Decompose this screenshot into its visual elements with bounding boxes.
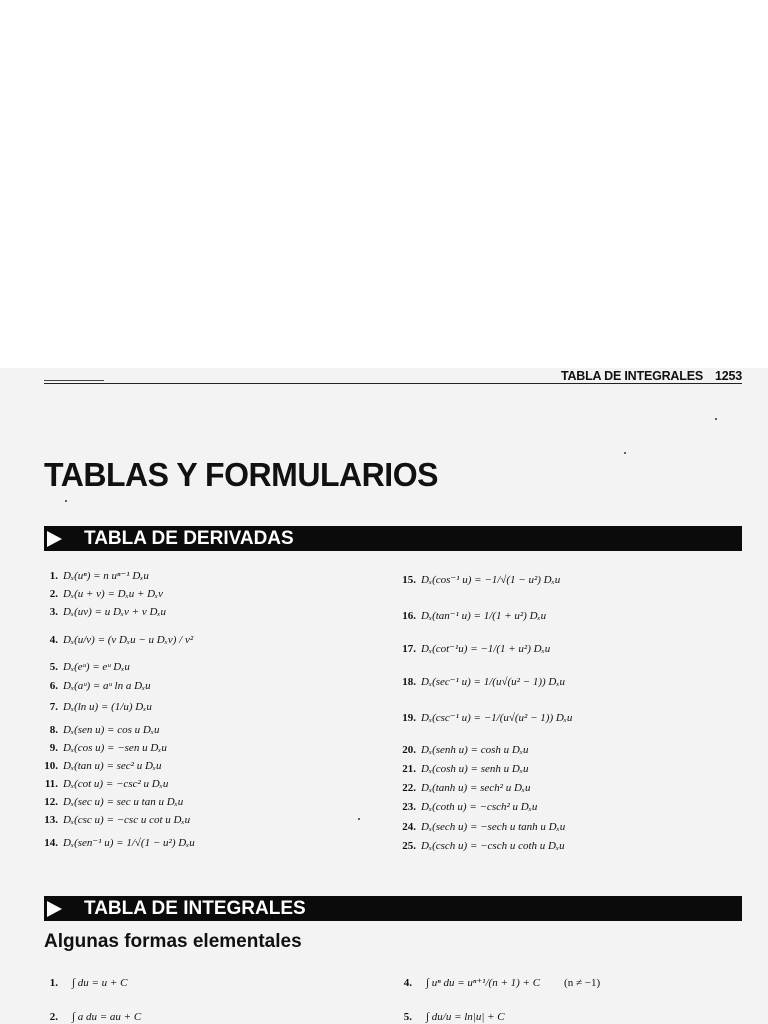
derivative-formula-16 (398, 609, 546, 623)
formula-number: 1. (49, 570, 58, 582)
integrals-band-title: TABLA DE INTEGRALES (84, 897, 306, 919)
formula-expression: Dₓ(u + v) = Dₓu + Dₓv (63, 588, 164, 600)
derivative-formula-14 (44, 836, 195, 850)
arrow-right-icon (47, 901, 62, 917)
derivative-formula-13 (44, 813, 190, 827)
formula-number: 2. (49, 1011, 58, 1023)
derivative-formula-9 (44, 741, 167, 755)
formula-expression: Dₓ(csc u) = −csc u cot u Dₓu (63, 814, 191, 826)
derivative-formula-22 (398, 781, 531, 795)
formula-number: 18. (402, 676, 416, 688)
derivative-formula-7 (44, 700, 152, 714)
derivatives-band-title: TABLA DE DERIVADAS (84, 527, 294, 549)
formula-expression: Dₓ(tan u) = sec² u Dₓu (63, 760, 162, 772)
derivative-formula-10 (44, 759, 162, 773)
formula-expression: Dₓ(sen u) = cos u Dₓu (63, 724, 160, 736)
derivative-formula-11 (44, 777, 168, 791)
derivative-formula-6 (44, 679, 151, 693)
formula-number: 16. (402, 610, 416, 622)
speck (358, 818, 360, 820)
formula-number: 9. (49, 742, 58, 754)
formula-number: 5. (403, 1011, 412, 1023)
formula-expression: ∫ du = u + C (72, 977, 128, 989)
formula-number: 6. (49, 680, 58, 692)
speck (624, 452, 626, 454)
derivatives-band (44, 526, 742, 551)
derivative-formula-23 (398, 800, 537, 814)
formula-condition: (n ≠ −1) (564, 977, 601, 989)
formula-expression: Dₓ(cosh u) = senh u Dₓu (421, 763, 529, 775)
speck (65, 500, 67, 502)
formula-expression: Dₓ(cos⁻¹ u) = −1/√(1 − u²) Dₓu (421, 574, 561, 586)
formula-number: 11. (44, 778, 58, 790)
formula-number: 5. (49, 661, 58, 673)
derivative-formula-15 (398, 573, 560, 587)
formula-number: 2. (49, 588, 58, 600)
derivative-formula-25 (398, 839, 565, 853)
formula-number: 25. (402, 840, 416, 852)
formula-expression: Dₓ(tanh u) = sech² u Dₓu (421, 782, 531, 794)
formula-expression: ∫ du/u = ln|u| + C (426, 1011, 505, 1023)
formula-expression: Dₓ(cos u) = −sen u Dₓu (63, 742, 167, 754)
formula-expression: Dₓ(sech u) = −sech u tanh u Dₓu (421, 821, 566, 833)
formula-expression: Dₓ(sen⁻¹ u) = 1/√(1 − u²) Dₓu (63, 837, 195, 849)
formula-expression: Dₓ(csch u) = −csch u coth u Dₓu (421, 840, 565, 852)
formula-expression: Dₓ(aᵘ) = aᵘ ln a Dₓu (63, 680, 151, 692)
formula-number: 8. (49, 724, 58, 736)
formula-number: 14. (44, 837, 58, 849)
formula-number: 24. (402, 821, 416, 833)
speck (715, 418, 717, 420)
derivative-formula-5 (44, 660, 130, 674)
derivative-formula-8 (44, 723, 159, 737)
formula-number: 22. (402, 782, 416, 794)
running-header (561, 369, 742, 383)
derivative-formula-4 (44, 633, 193, 647)
derivative-formula-3 (44, 605, 166, 619)
formula-expression: Dₓ(cot u) = −csc² u Dₓu (63, 778, 169, 790)
page-title: TABLAS Y FORMULARIOS (44, 456, 439, 493)
formula-expression: Dₓ(senh u) = cosh u Dₓu (421, 744, 529, 756)
derivative-formula-20 (398, 743, 528, 757)
formula-number: 23. (402, 801, 416, 813)
formula-expression: Dₓ(ln u) = (1/u) Dₓu (63, 701, 152, 713)
derivative-formula-18 (398, 675, 565, 689)
integral-formula-2 (44, 1010, 141, 1024)
formula-expression: Dₓ(eᵘ) = eᵘ Dₓu (63, 661, 130, 673)
header-rule-short (44, 380, 104, 381)
integral-formula-5 (398, 1010, 505, 1024)
formula-number: 20. (402, 744, 416, 756)
arrow-right-icon (47, 531, 62, 547)
derivative-formula-2 (44, 587, 163, 601)
formula-number: 4. (49, 634, 58, 646)
formula-number: 1. (49, 977, 58, 989)
derivative-formula-19 (398, 711, 572, 725)
formula-expression: Dₓ(uⁿ) = n uⁿ⁻¹ Dₓu (63, 570, 149, 582)
header-rule (44, 383, 742, 384)
formula-expression: Dₓ(sec⁻¹ u) = 1/(u√(u² − 1)) Dₓu (421, 676, 566, 688)
formula-expression: ∫ uⁿ du = uⁿ⁺¹/(n + 1) + C (426, 977, 541, 989)
running-header-section: TABLA DE INTEGRALES (560, 369, 703, 383)
formula-expression: Dₓ(cot⁻¹u) = −1/(1 + u²) Dₓu (421, 643, 551, 655)
derivative-formula-12 (44, 795, 183, 809)
formula-expression: Dₓ(uv) = u Dₓv + v Dₓu (63, 606, 167, 618)
formula-number: 13. (44, 814, 58, 826)
formula-expression: ∫ a du = au + C (72, 1011, 142, 1023)
formula-number: 4. (403, 977, 412, 989)
formula-number: 3. (49, 606, 58, 618)
formula-number: 21. (402, 763, 416, 775)
formula-number: 15. (402, 574, 416, 586)
integral-formula-4 (398, 976, 600, 990)
formula-expression: Dₓ(coth u) = −csch² u Dₓu (421, 801, 538, 813)
formula-number: 10. (44, 760, 58, 772)
derivative-formula-24 (398, 820, 565, 834)
derivative-formula-21 (398, 762, 528, 776)
integral-formula-1 (44, 976, 127, 990)
formula-expression: Dₓ(tan⁻¹ u) = 1/(1 + u²) Dₓu (421, 610, 547, 622)
formula-expression: Dₓ(u/v) = (v Dₓu − u Dₓv) / v² (63, 634, 194, 646)
integrals-band (44, 896, 742, 921)
integrals-subtitle: Algunas formas elementales (44, 931, 302, 952)
derivative-formula-17 (398, 642, 550, 656)
derivative-formula-1 (44, 569, 149, 583)
formula-number: 7. (49, 701, 58, 713)
formula-number: 17. (402, 643, 416, 655)
formula-number: 19. (402, 712, 416, 724)
page-number: 1253 (714, 369, 742, 383)
formula-expression: Dₓ(csc⁻¹ u) = −1/(u√(u² − 1)) Dₓu (421, 712, 573, 724)
formula-expression: Dₓ(sec u) = sec u tan u Dₓu (63, 796, 184, 808)
formula-number: 12. (44, 796, 58, 808)
